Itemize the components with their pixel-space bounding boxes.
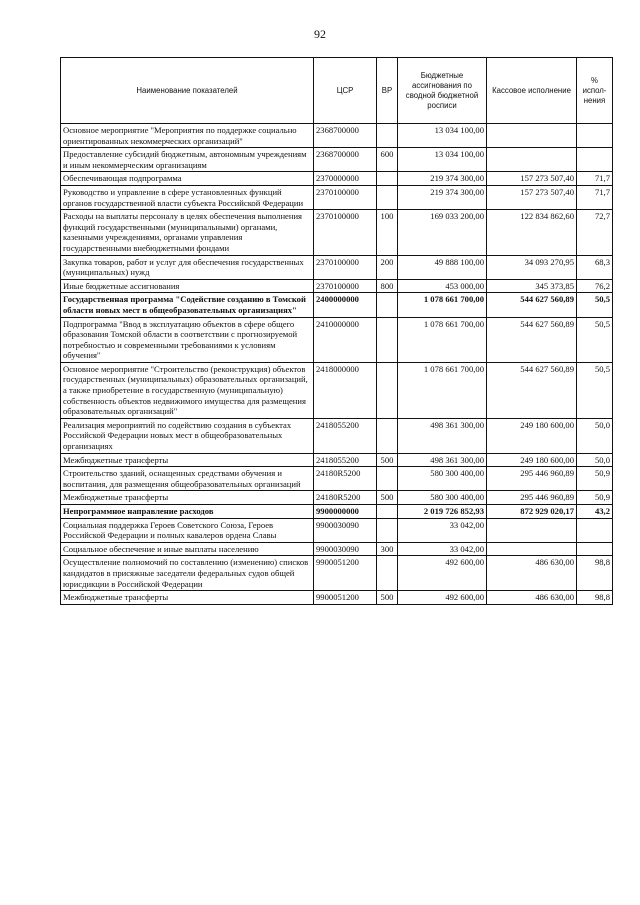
row-csr-code: 2368700000 (314, 148, 377, 172)
table-row (61, 148, 613, 172)
table-row (61, 505, 613, 519)
table-row (61, 467, 613, 491)
row-vr-code (377, 556, 398, 591)
row-budget-amount: 1 078 661 700,00 (398, 362, 487, 418)
row-csr-code: 9900051200 (314, 591, 377, 605)
header-percent: % испол-нения (577, 58, 613, 124)
row-csr-code: 2410000000 (314, 317, 377, 362)
row-execution-percent: 98,8 (577, 591, 613, 605)
table-row (61, 185, 613, 209)
row-execution-percent: 50,9 (577, 491, 613, 505)
header-vr: ВР (377, 58, 398, 124)
row-name: Осуществление полномочий по составлению (изменению) списков кандидатов в присяжные заседатели федеральных судов общей юрисдикции в Российской Федерации (61, 556, 314, 591)
row-vr-code (377, 505, 398, 519)
table-row (61, 255, 613, 279)
row-csr-code: 9900030090 (314, 518, 377, 542)
row-cash-amount: 486 630,00 (487, 591, 577, 605)
row-csr-code: 2418055200 (314, 453, 377, 467)
row-cash-amount: 249 180 600,00 (487, 453, 577, 467)
row-cash-amount: 486 630,00 (487, 556, 577, 591)
row-name: Межбюджетные трансферты (61, 453, 314, 467)
row-budget-amount: 169 033 200,00 (398, 210, 487, 255)
row-cash-amount (487, 518, 577, 542)
row-name: Межбюджетные трансферты (61, 491, 314, 505)
row-execution-percent: 68,3 (577, 255, 613, 279)
row-execution-percent: 76,2 (577, 279, 613, 293)
row-budget-amount: 13 034 100,00 (398, 124, 487, 148)
table-row (61, 556, 613, 591)
row-vr-code: 800 (377, 279, 398, 293)
row-vr-code (377, 317, 398, 362)
row-csr-code: 9900030090 (314, 542, 377, 556)
row-name: Предоставление субсидий бюджетным, автономным учреждениям и иным некоммерческим организациям (61, 148, 314, 172)
row-budget-amount: 580 300 400,00 (398, 467, 487, 491)
row-execution-percent: 50,0 (577, 453, 613, 467)
row-execution-percent (577, 518, 613, 542)
row-name: Непрограммное направление расходов (61, 505, 314, 519)
row-execution-percent (577, 124, 613, 148)
row-name: Обеспечивающая подпрограмма (61, 172, 314, 186)
row-budget-amount: 2 019 726 852,93 (398, 505, 487, 519)
table-row (61, 491, 613, 505)
row-cash-amount: 249 180 600,00 (487, 418, 577, 453)
header-cash: Кассовое исполнение (487, 58, 577, 124)
table-row (61, 453, 613, 467)
row-execution-percent: 71,7 (577, 172, 613, 186)
row-name: Социальная поддержка Героев Советского Союза, Героев Российской Федерации и полных кавалеров ордена Славы (61, 518, 314, 542)
row-budget-amount: 1 078 661 700,00 (398, 317, 487, 362)
row-budget-amount: 1 078 661 700,00 (398, 293, 487, 317)
row-vr-code (377, 185, 398, 209)
table-row (61, 542, 613, 556)
row-name: Строительство зданий, оснащенных средствами обучения и воспитания, для размещения общеобразовательных организаций (61, 467, 314, 491)
page-number: 92 (314, 27, 326, 41)
row-cash-amount: 544 627 560,89 (487, 317, 577, 362)
row-vr-code: 100 (377, 210, 398, 255)
table-row (61, 418, 613, 453)
table-row (61, 210, 613, 255)
row-name: Социальное обеспечение и иные выплаты населению (61, 542, 314, 556)
row-vr-code (377, 518, 398, 542)
row-execution-percent: 71,7 (577, 185, 613, 209)
row-name: Расходы на выплаты персоналу в целях обеспечения выполнения функций государственными (муниципальными) органами, казенными учреждениями, органами управления государственными внебюджетными фондами (61, 210, 314, 255)
table-row (61, 124, 613, 148)
row-execution-percent: 50,0 (577, 418, 613, 453)
row-cash-amount (487, 542, 577, 556)
row-cash-amount: 157 273 507,40 (487, 185, 577, 209)
row-vr-code: 500 (377, 453, 398, 467)
row-name: Реализация мероприятий по содействию создания в субъектах Российской Федерации новых мест в общеобразовательных организациях (61, 418, 314, 453)
row-cash-amount: 295 446 960,89 (487, 491, 577, 505)
row-cash-amount: 34 093 270,95 (487, 255, 577, 279)
row-budget-amount: 49 888 100,00 (398, 255, 487, 279)
row-budget-amount: 498 361 300,00 (398, 418, 487, 453)
row-execution-percent: 50,5 (577, 317, 613, 362)
row-execution-percent: 98,8 (577, 556, 613, 591)
row-cash-amount (487, 148, 577, 172)
row-cash-amount: 157 273 507,40 (487, 172, 577, 186)
row-csr-code: 9900000000 (314, 505, 377, 519)
row-csr-code: 2370100000 (314, 255, 377, 279)
row-csr-code: 24180R5200 (314, 491, 377, 505)
row-csr-code: 2370100000 (314, 210, 377, 255)
row-vr-code (377, 172, 398, 186)
row-csr-code: 24180R5200 (314, 467, 377, 491)
row-budget-amount: 580 300 400,00 (398, 491, 487, 505)
row-budget-amount: 492 600,00 (398, 591, 487, 605)
row-budget-amount: 219 374 300,00 (398, 185, 487, 209)
row-execution-percent (577, 148, 613, 172)
table-row (61, 518, 613, 542)
row-vr-code (377, 124, 398, 148)
row-budget-amount: 33 042,00 (398, 518, 487, 542)
row-vr-code (377, 418, 398, 453)
row-budget-amount: 492 600,00 (398, 556, 487, 591)
row-name: Иные бюджетные ассигнования (61, 279, 314, 293)
row-cash-amount: 544 627 560,89 (487, 362, 577, 418)
row-name: Руководство и управление в сфере установленных функций органов государственной власти субъекта Российской Федерации (61, 185, 314, 209)
header-name: Наименование показателей (61, 58, 314, 124)
row-name: Основное мероприятие "Строительство (реконструкция) объектов государственных (муниципальных) образовательных организаций, а также приобретение в государственную (муниципальную) собственность объектов недвижимого имущества для размещения образовательных организаций" (61, 362, 314, 418)
row-name: Закупка товаров, работ и услуг для обеспечения государственных (муниципальных) нужд (61, 255, 314, 279)
row-name: Государственная программа "Содействие созданию в Томской области новых мест в общеобразовательных организациях" (61, 293, 314, 317)
row-execution-percent (577, 542, 613, 556)
row-vr-code: 500 (377, 491, 398, 505)
table-body (61, 124, 613, 605)
row-name: Межбюджетные трансферты (61, 591, 314, 605)
row-csr-code: 2370100000 (314, 279, 377, 293)
header-budget: Бюджетные ассигнования по сводной бюджетной росписи (398, 58, 487, 124)
row-budget-amount: 498 361 300,00 (398, 453, 487, 467)
budget-execution-table (60, 57, 613, 605)
row-vr-code: 600 (377, 148, 398, 172)
row-vr-code (377, 467, 398, 491)
row-vr-code (377, 362, 398, 418)
row-budget-amount: 219 374 300,00 (398, 172, 487, 186)
table-row (61, 172, 613, 186)
table-row (61, 362, 613, 418)
table-row (61, 279, 613, 293)
row-name: Основное мероприятие "Мероприятия по поддержке социально ориентированных некоммерческих организаций" (61, 124, 314, 148)
row-execution-percent: 50,9 (577, 467, 613, 491)
row-csr-code: 2400000000 (314, 293, 377, 317)
table-row (61, 317, 613, 362)
row-cash-amount: 295 446 960,89 (487, 467, 577, 491)
row-execution-percent: 72,7 (577, 210, 613, 255)
row-execution-percent: 43,2 (577, 505, 613, 519)
row-csr-code: 9900051200 (314, 556, 377, 591)
row-csr-code: 2370100000 (314, 185, 377, 209)
row-csr-code: 2368700000 (314, 124, 377, 148)
table-row (61, 293, 613, 317)
row-cash-amount: 872 929 020,17 (487, 505, 577, 519)
row-vr-code: 300 (377, 542, 398, 556)
row-vr-code (377, 293, 398, 317)
row-name: Подпрограмма "Ввод в эксплуатацию объектов в сфере общего образования Томской области в соответствии с прогнозируемой потребностью и современными требованиями к условиям обучения" (61, 317, 314, 362)
row-csr-code: 2370000000 (314, 172, 377, 186)
row-cash-amount: 544 627 560,89 (487, 293, 577, 317)
row-vr-code: 200 (377, 255, 398, 279)
row-cash-amount (487, 124, 577, 148)
header-csr: ЦСР (314, 58, 377, 124)
row-execution-percent: 50,5 (577, 362, 613, 418)
row-cash-amount: 122 834 862,60 (487, 210, 577, 255)
row-csr-code: 2418055200 (314, 418, 377, 453)
row-csr-code: 2418000000 (314, 362, 377, 418)
table-header-row (61, 58, 613, 124)
row-budget-amount: 453 000,00 (398, 279, 487, 293)
row-execution-percent: 50,5 (577, 293, 613, 317)
table-row (61, 591, 613, 605)
row-budget-amount: 33 042,00 (398, 542, 487, 556)
row-vr-code: 500 (377, 591, 398, 605)
row-budget-amount: 13 034 100,00 (398, 148, 487, 172)
row-cash-amount: 345 373,85 (487, 279, 577, 293)
